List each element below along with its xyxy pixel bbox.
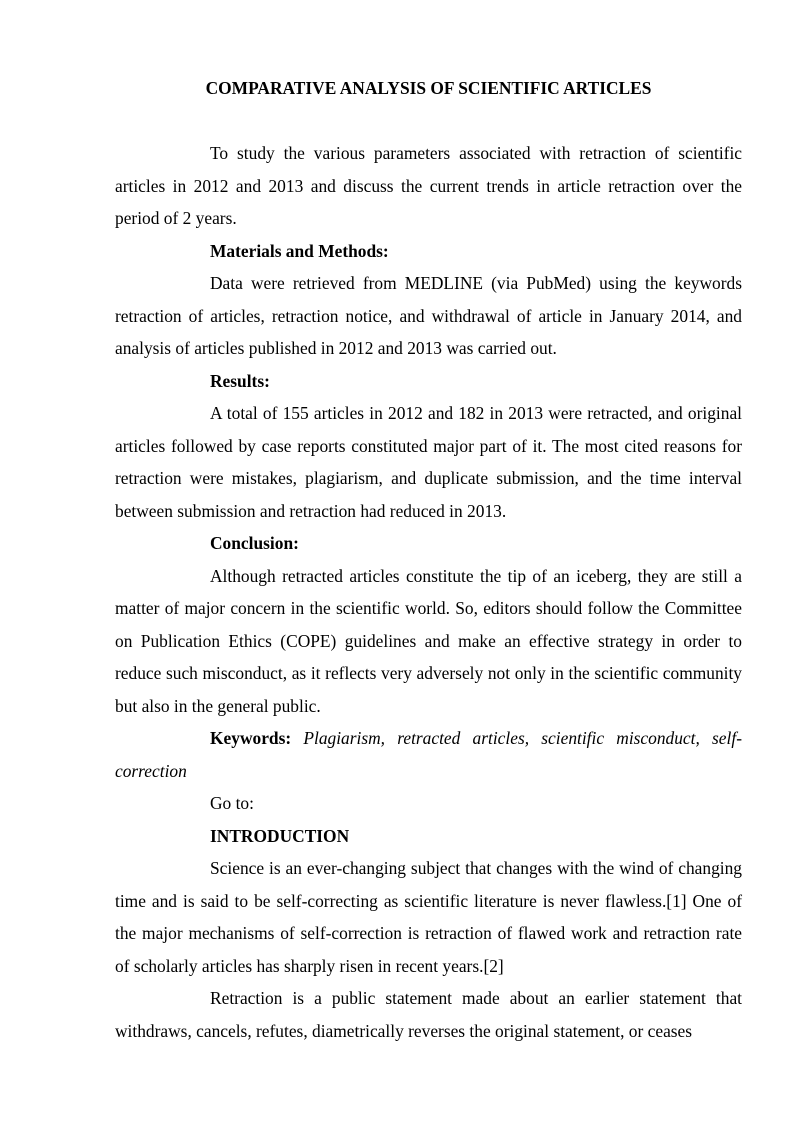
results-paragraph: A total of 155 articles in 2012 and 182 in 2013 were retracted, and original articles followed by case reports constituted major part of it. The most cited reasons for retraction were mistakes, plagiarism, and duplicate submission, and the time interval between submission and retraction had reduced in 2013. xyxy=(115,403,742,521)
conclusion-heading: Conclusion: xyxy=(210,533,299,553)
keywords-list: Plagiarism, retracted articles, scientific misconduct, self-correction xyxy=(115,728,742,781)
conclusion-paragraph: Although retracted articles constitute the tip of an iceberg, they are still a matter of major concern in the scientific world. So, editors should follow the Committee on Publication Ethics (COPE) guidelines and make an effective strategy in order to reduce such misconduct, as it reflects very adversely not only in the scientific community but also in the general public. xyxy=(115,565,742,716)
document-title: COMPARATIVE ANALYSIS OF SCIENTIFIC ARTICLES xyxy=(205,78,652,98)
intro-paragraph-2: Retraction is a public statement made about an earlier statement that withdraws, cancels, refutes, diametrically reverses the original statement, or ceases xyxy=(115,988,742,1041)
keywords-line xyxy=(115,722,742,787)
methods-heading: Materials and Methods: xyxy=(210,240,389,261)
introduction-heading: INTRODUCTION xyxy=(210,825,350,846)
goto-link[interactable]: Go to: xyxy=(210,793,254,813)
results-heading: Results: xyxy=(210,370,270,391)
keywords-label: Keywords: xyxy=(210,728,292,748)
objective-paragraph: To study the various parameters associated with retraction of scientific articles in 2012 and 2013 and discuss the current trends in article retraction over the period of 2 years. xyxy=(115,143,742,228)
intro-paragraph-1: Science is an ever-changing subject that changes with the wind of changing time and is said to be self-correcting as scientific literature is never flawless.[1] One of the major mechanisms of self-correction is retraction of flawed work and retraction rate of scholarly articles has sharply risen in recent years.[2] xyxy=(115,858,742,976)
document-page xyxy=(115,72,742,1047)
methods-paragraph: Data were retrieved from MEDLINE (via PubMed) using the keywords retraction of articles, retraction notice, and withdrawal of article in January 2014, and analysis of articles published in 2012 and 2013 was carried out. xyxy=(115,273,742,358)
